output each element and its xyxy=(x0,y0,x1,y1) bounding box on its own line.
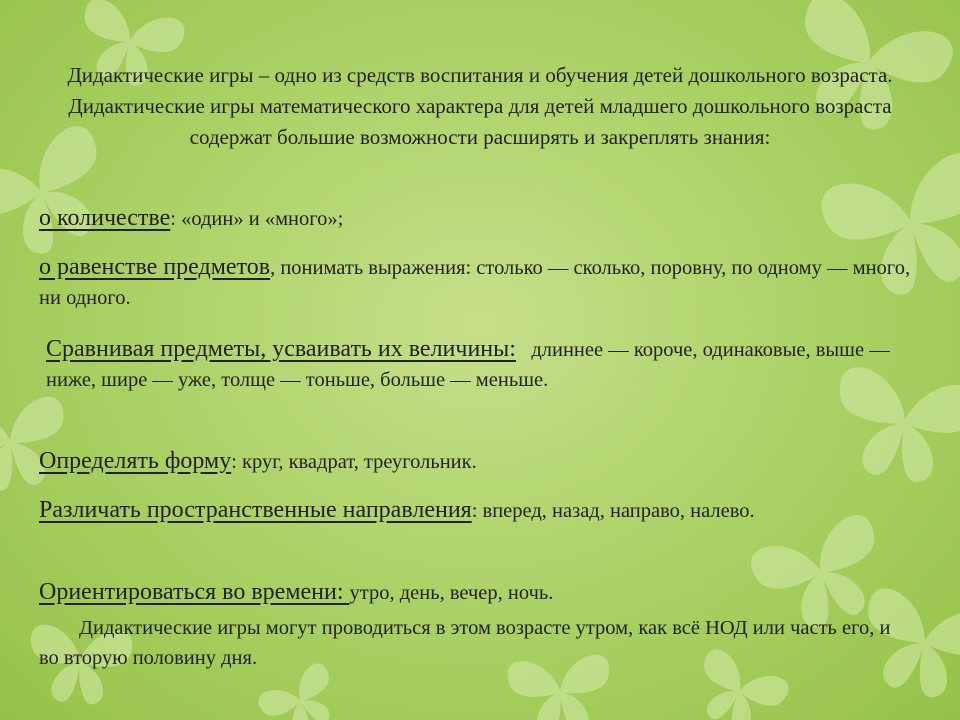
knowledge-item-directions xyxy=(39,495,911,526)
knowledge-item-quantity xyxy=(39,203,911,234)
knowledge-item-shape xyxy=(39,446,911,477)
item-text: утро, день, вечер, ночь. xyxy=(349,582,554,604)
item-text: «один» и «много»; xyxy=(181,208,344,230)
item-text: круг, квадрат, треугольник. xyxy=(242,451,477,473)
item-heading: о количестве xyxy=(39,205,171,231)
item-heading: о равенстве предметов xyxy=(39,254,271,280)
closing-paragraph: Дидактические игры могут проводиться в этом возрасте утром, как всё НОД или часть его, и во вторую половину дня. xyxy=(39,617,891,669)
item-separator: : xyxy=(471,500,483,522)
item-heading: Ориентироваться во времени: xyxy=(39,579,350,605)
knowledge-item-time xyxy=(39,577,911,608)
item-separator: : xyxy=(231,451,243,473)
item-separator: : xyxy=(170,208,182,230)
item-text: длиннее — короче, одинаковые, выше — ниже, шире — уже, толще — тоньше, больше — меньше. xyxy=(46,339,890,391)
item-heading: Различать пространственные направления xyxy=(39,497,472,523)
item-heading: Сравнивая предметы, усваивать их величины: xyxy=(46,336,516,362)
item-separator xyxy=(516,339,531,361)
intro-paragraph: Дидактические игры – одно из средств воспитания и обучения детей дошкольного возраста. Дидактические игры математического характера для детей младшего дошкольного возраста содержат большие возможности расширять и закреплять знания: xyxy=(67,63,893,149)
item-text: вперед, назад, направо, налево. xyxy=(482,500,755,522)
item-text: понимать выражения: столько — сколько, поровну, по одному — много, ни одного. xyxy=(39,257,911,309)
item-separator: , xyxy=(270,257,281,279)
knowledge-item-equality xyxy=(39,252,911,313)
knowledge-item-size xyxy=(46,334,912,395)
item-heading: Определять форму xyxy=(39,448,232,474)
